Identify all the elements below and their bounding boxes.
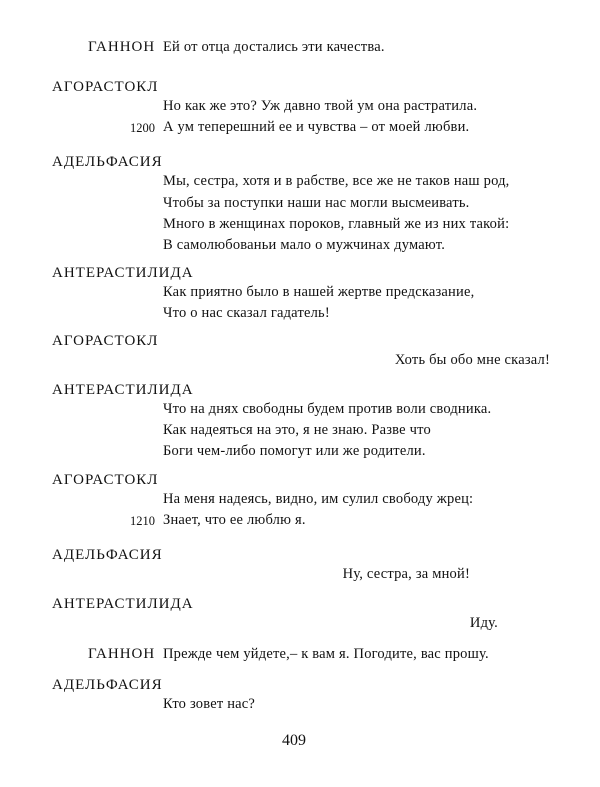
- verse-line: На меня надеясь, видно, им сулил свободу жрец:: [163, 491, 474, 507]
- verse-line: Иду.: [469, 615, 498, 631]
- speaker-name: АГОРАСТОКЛ: [52, 472, 159, 488]
- line-number: 1210: [130, 514, 155, 528]
- speaker-name: ГАННОН: [88, 646, 156, 662]
- page-number: 409: [282, 732, 306, 749]
- verse-line: Что о нас сказал гадатель!: [163, 305, 330, 321]
- speaker-name: ГАННОН: [88, 39, 156, 55]
- speaker-name: АДЕЛЬФАСИЯ: [52, 154, 163, 170]
- verse-line: В самолюбованьи мало о мужчинах думают.: [163, 237, 446, 253]
- verse-line: А ум теперешний ее и чувства – от моей любви.: [163, 119, 470, 135]
- line-number: 1200: [130, 121, 155, 135]
- speaker-name: АНТЕРАСТИЛИДА: [52, 596, 194, 612]
- verse-line: Мы, сестра, хотя и в рабстве, все же не таков наш род,: [163, 173, 510, 189]
- verse-line: Чтобы за поступки наши нас могли высмеивать.: [163, 195, 470, 211]
- verse-line: Что на днях свободны будем против воли сводника.: [163, 401, 492, 417]
- speaker-name: АНТЕРАСТИЛИДА: [52, 265, 194, 281]
- speaker-name: АДЕЛЬФАСИЯ: [52, 677, 163, 693]
- verse-line: Прежде чем уйдете,– к вам я. Погодите, вас прошу.: [163, 646, 489, 662]
- verse-line: Хоть бы обо мне сказал!: [394, 352, 550, 368]
- verse-line: Ну, сестра, за мной!: [342, 566, 470, 582]
- verse-line: Боги чем-либо помогут или же родители.: [163, 443, 426, 459]
- verse-line: Как надеяться на это, я не знаю. Разве что: [163, 422, 431, 438]
- verse-line: Кто зовет нас?: [163, 696, 256, 712]
- speaker-name: АГОРАСТОКЛ: [52, 333, 159, 349]
- verse-line: Знает, что ее люблю я.: [163, 512, 306, 528]
- verse-line: Ей от отца достались эти качества.: [163, 39, 385, 55]
- verse-line: Но как же это? Уж давно твой ум она растратила.: [163, 98, 478, 114]
- speaker-name: АГОРАСТОКЛ: [52, 79, 159, 95]
- speaker-name: АДЕЛЬФАСИЯ: [52, 547, 163, 563]
- verse-line: Как приятно было в нашей жертве предсказание,: [163, 284, 475, 300]
- speaker-name: АНТЕРАСТИЛИДА: [52, 382, 194, 398]
- verse-line: Много в женщинах пороков, главный же из них такой:: [163, 216, 510, 232]
